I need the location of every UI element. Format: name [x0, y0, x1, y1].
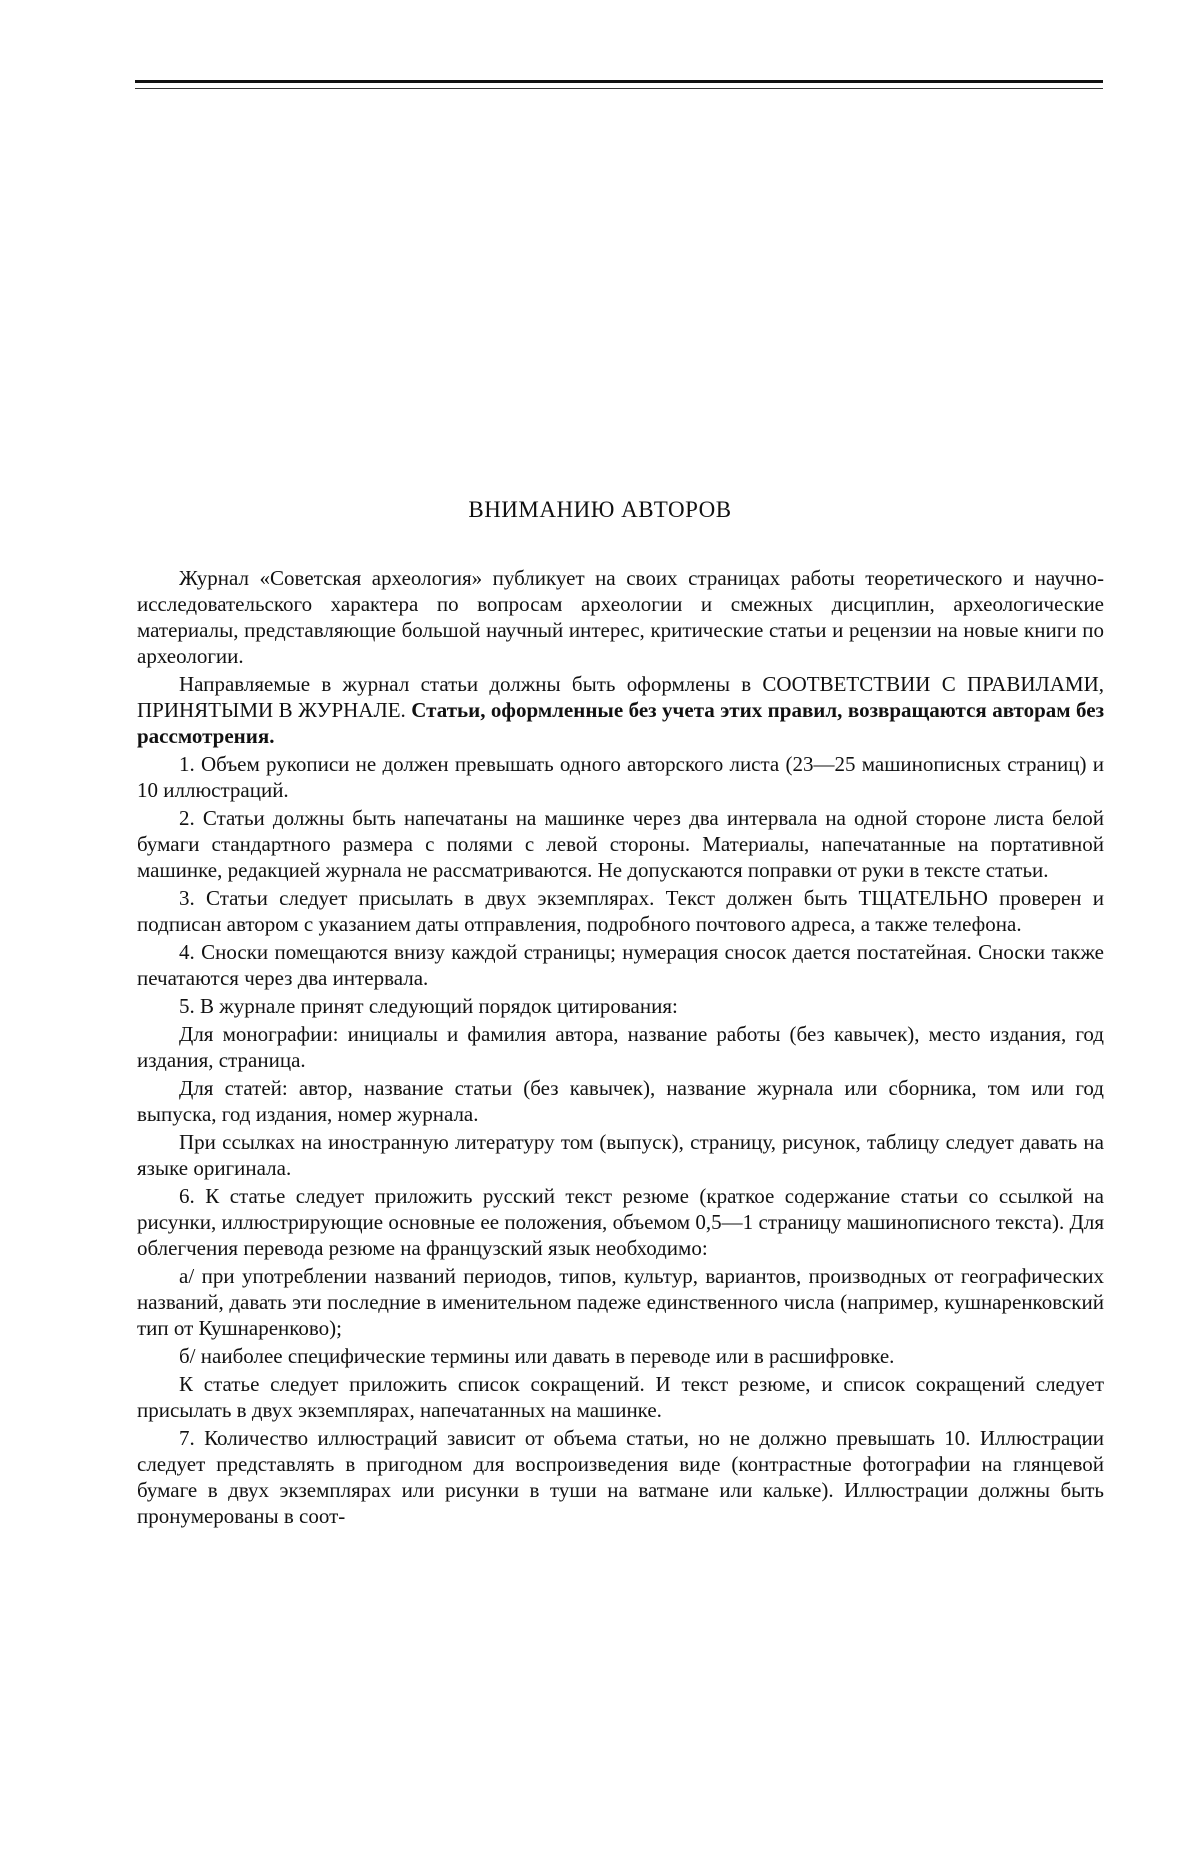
- item-6-c: К статье следует приложить список сокращений. И текст резюме, и список сокращений следует присылать в двух экземплярах, напечатанных на машинке.: [137, 1372, 1104, 1422]
- rules-paragraph: [137, 671, 1104, 749]
- top-rule-thin: [135, 88, 1103, 89]
- item-1: 1. Объем рукописи не должен превышать одного авторского листа (23—25 машинописных страниц) и 10 иллюстраций.: [137, 752, 1104, 802]
- item-5: 5. В журнале принят следующий порядок цитирования:: [179, 994, 678, 1018]
- page-title: ВНИМАНИЮ АВТОРОВ: [468, 497, 732, 522]
- item-5-foreign: При ссылках на иностранную литературу том (выпуск), страницу, рисунок, таблицу следует давать на языке оригинала.: [137, 1130, 1104, 1180]
- item-6-b: б/ наиболее специфические термины или давать в переводе или в расшифровке.: [179, 1344, 895, 1368]
- item-2: 2. Статьи должны быть напечатаны на машинке через два интервала на одной стороне листа белой бумаги стандартного размера с полями с левой стороны. Материалы, напечатанные на портативной машинке, редакцией журнала не рассматриваются. Не допускаются поправки от руки в тексте статьи.: [137, 806, 1104, 882]
- item-7: 7. Количество иллюстраций зависит от объема статьи, но не должно превышать 10. Иллюстрации следует представлять в пригодном для воспроизведения виде (контрастные фотографии на глянцевой бумаге в двух экземплярах или рисунки в туши на ватмане или кальке). Иллюстрации должны быть пронумерованы в соот-: [137, 1426, 1104, 1528]
- top-rule: [135, 80, 1103, 83]
- item-4: 4. Сноски помещаются внизу каждой страницы; нумерация сносок дается постатейная. Сноски также печатаются через два интервала.: [137, 940, 1104, 990]
- intro-paragraph: Журнал «Советская археология» публикует на своих страницах работы теоретического и научно-исследовательского характера по вопросам археологии и смежных дисциплин, археологические материалы, представляющие большой научный интерес, критические статьи и рецензии на новые книги по археологии.: [137, 566, 1104, 668]
- article-body: [137, 565, 1104, 1531]
- item-3: 3. Статьи следует присылать в двух экземплярах. Текст должен быть ТЩАТЕЛЬНО проверен и подписан автором с указанием даты отправления, подробного почтового адреса, а также телефона.: [137, 886, 1104, 936]
- item-5-articles: Для статей: автор, название статьи (без кавычек), название журнала или сборника, том или год выпуска, год издания, номер журнала.: [137, 1076, 1104, 1126]
- item-6: 6. К статье следует приложить русский текст резюме (краткое содержание статьи со ссылкой на рисунки, иллюстрирующие основные ее положения, объемом 0,5—1 страницу машинописного текста). Для облегчения перевода резюме на французский язык необходимо:: [137, 1184, 1104, 1260]
- rules-intro: Направляемые в журнал статьи должны быть оформлены в СООТВЕТСТВИИ С ПРАВИЛАМИ, ПРИНЯТЫМИ В ЖУРНАЛЕ.: [137, 672, 1104, 722]
- item-6-a: а/ при употреблении названий периодов, типов, культур, вариантов, производных от географических названий, давать эти последние в именительном падеже единственного числа (например, кушнаренковский тип от Кушнаренково);: [137, 1264, 1104, 1340]
- rules-warning: Статьи, оформленные без учета этих правил, возвращаются авторам без рассмотрения.: [137, 698, 1105, 748]
- item-5-monographs: Для монографии: инициалы и фамилия автора, название работы (без кавычек), место издания, год издания, страница.: [137, 1022, 1104, 1072]
